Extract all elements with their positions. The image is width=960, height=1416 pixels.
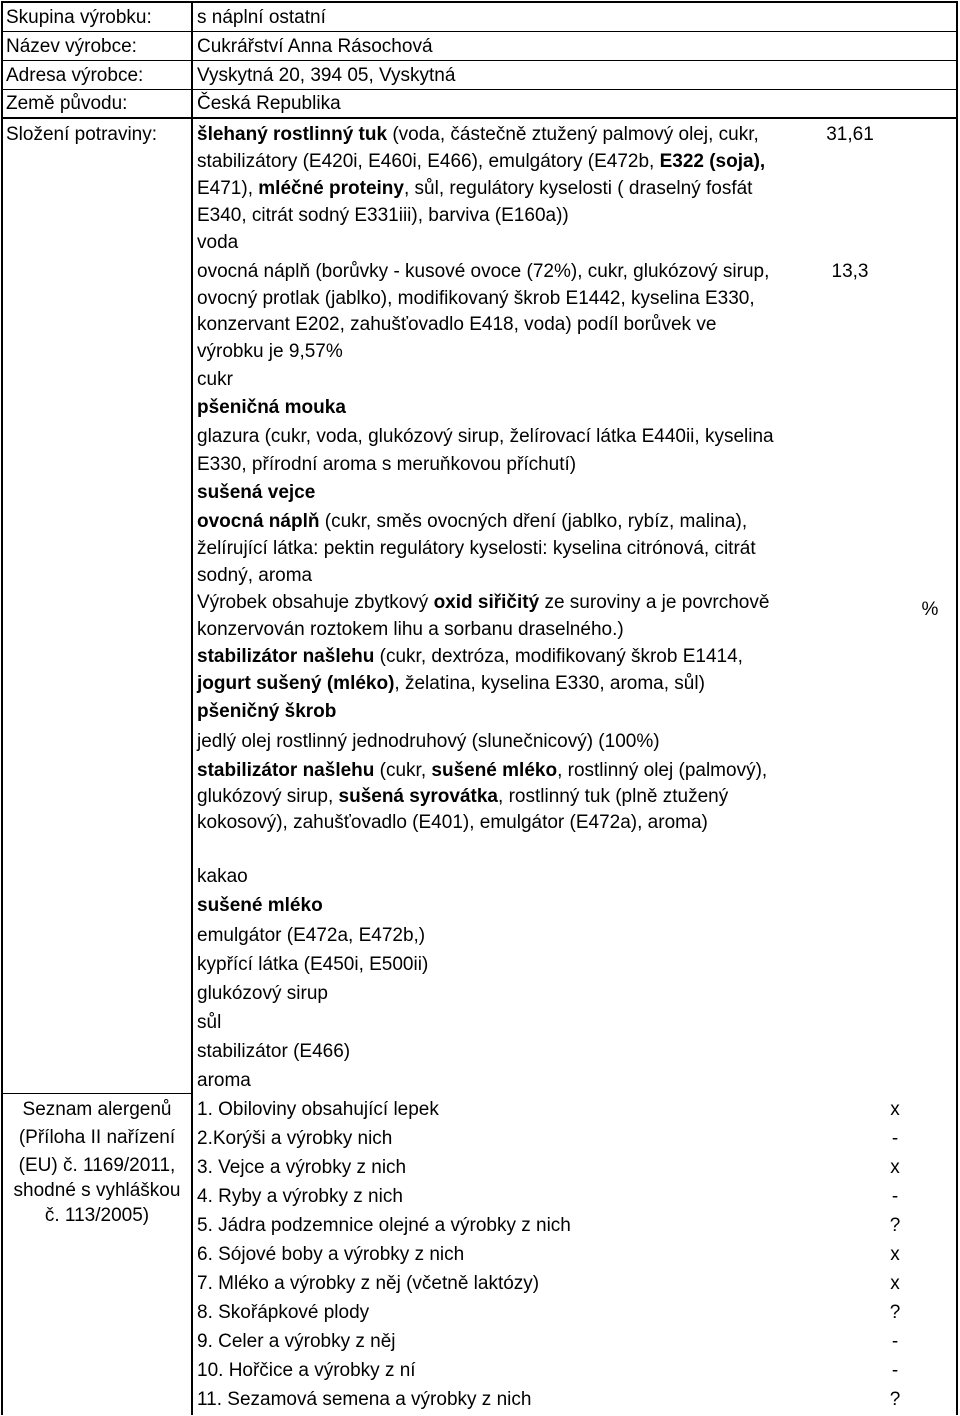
manufacturer-address-value: Vyskytná 20, 394 05, Vyskytná	[197, 65, 456, 86]
ingredient-text: glukózový sirup,	[197, 786, 339, 807]
ingredient-text: , sůl, regulátory kyselosti ( draselný fosfát	[403, 178, 753, 199]
ingredient-text: (cukr, dextróza, modifikovaný škrob E1414,	[374, 646, 743, 667]
allergen-mark: x	[890, 1273, 900, 1294]
ingredient-bold: jogurt sušený (mléko)	[197, 673, 395, 694]
ingredient-text: (cukr,	[374, 760, 432, 781]
ingredient-line	[197, 782, 728, 811]
ingredient-bold: sušené mléko	[431, 760, 558, 781]
row-divider	[1, 60, 958, 61]
ingredient-line: konzervován roztokem lihu a sorbanu draselného.)	[197, 619, 624, 640]
ingredient-line: glazura (cukr, voda, glukózový sirup, želírovací látka E440ii, kyselina	[197, 426, 774, 447]
ingredient-line	[197, 147, 765, 176]
ingredient-text: ze suroviny a je povrchově	[539, 592, 770, 613]
ingredient-line: E330, přírodní aroma s meruňkovou příchutí)	[197, 454, 577, 475]
ingredient-line: sušená vejce	[197, 482, 316, 503]
ingredient-line	[197, 507, 747, 536]
allergen-mark: x	[890, 1244, 900, 1265]
ingredient-bold: ovocná náplň	[197, 511, 320, 532]
country-of-origin-value: Česká Republika	[197, 93, 341, 114]
allergens-label: č. 113/2005)	[44, 1205, 150, 1226]
ingredient-line	[197, 756, 767, 785]
manufacturer-address-label: Adresa výrobce:	[6, 65, 144, 86]
row-divider	[1, 117, 958, 119]
percent-unit: %	[921, 599, 939, 620]
ingredient-line: kokosový), zahušťovadlo (E401), emulgátor (E472a), aroma)	[197, 812, 708, 833]
ingredient-line: kakao	[197, 866, 248, 887]
allergens-label: Seznam alergenů	[22, 1099, 172, 1120]
manufacturer-name-value: Cukrářství Anna Rásochová	[197, 36, 433, 57]
ingredient-text: (cukr, směs ovocných dření (jablko, rybíz, malina),	[319, 511, 748, 532]
ingredient-line: E340, citrát sodný E331iii), barviva (E160a))	[197, 205, 569, 226]
allergens-label: (EU) č. 1169/2011,	[18, 1155, 176, 1176]
allergens-label: shodné s vyhláškou	[13, 1180, 181, 1201]
ingredient-line	[197, 588, 769, 617]
composition-label: Složení potraviny:	[6, 124, 158, 145]
country-of-origin-label: Země původu:	[6, 93, 128, 114]
allergen-name: 10. Hořčice a výrobky z ní	[197, 1360, 416, 1381]
allergen-mark: x	[890, 1099, 900, 1120]
ingredient-text: stabilizátory (E420i, E460i, E466), emulgátory (E472b,	[197, 151, 660, 172]
ingredient-line	[197, 174, 752, 203]
ingredient-line: pšeničná mouka	[197, 397, 346, 418]
allergen-mark: -	[891, 1331, 899, 1352]
ingredient-line: emulgátor (E472a, E472b,)	[197, 925, 426, 946]
allergen-mark: ?	[889, 1302, 901, 1323]
ingredient-text: (voda, částečně ztužený palmový olej, cukr,	[387, 124, 759, 145]
ingredient-line	[197, 120, 759, 149]
ingredient-line: sodný, aroma	[197, 565, 313, 586]
ingredient-line: aroma	[197, 1070, 251, 1091]
row-divider	[1, 89, 958, 90]
ingredient-bold: mléčné proteiny	[258, 178, 404, 199]
ingredient-line: stabilizátor (E466)	[197, 1041, 351, 1062]
ingredient-line: sušené mléko	[197, 895, 323, 916]
ingredient-line: sůl	[197, 1012, 222, 1033]
product-group-value: s náplní ostatní	[197, 7, 326, 28]
ingredient-text: Výrobek obsahuje zbytkový	[197, 592, 434, 613]
allergen-name: 6. Sójové boby a výrobky z nich	[197, 1244, 465, 1265]
allergens-label: (Příloha II nařízení	[18, 1127, 176, 1148]
ingredient-line: ovocný protlak (jablko), modifikovaný škrob E1442, kyselina E330,	[197, 288, 755, 309]
product-group-label: Skupina výrobku:	[6, 7, 152, 28]
ingredient-line: želírující látka: pektin regulátory kyselosti: kyselina citrónová, citrát	[197, 538, 756, 559]
allergen-name: 8. Skořápkové plody	[197, 1302, 370, 1323]
ingredient-line: pšeničný škrob	[197, 701, 337, 722]
ingredient-bold: oxid siřičitý	[433, 592, 540, 613]
ingredient-text: , rostlinný tuk (plně ztužený	[498, 786, 729, 807]
allergen-mark: x	[890, 1157, 900, 1178]
manufacturer-name-label: Název výrobce:	[6, 36, 137, 57]
ingredient-line	[197, 669, 705, 698]
ingredient-line: jedlý olej rostlinný jednodruhový (slunečnicový) (100%)	[197, 731, 660, 752]
ingredient-bold: E322 (soja),	[659, 151, 766, 172]
border-right	[956, 1, 958, 1415]
ingredient-text: , rostlinný olej (palmový),	[557, 760, 768, 781]
allergen-mark: ?	[889, 1215, 901, 1236]
ingredient-line: glukózový sirup	[197, 983, 328, 1004]
allergen-mark: -	[891, 1360, 899, 1381]
ingredient-line: výrobku je 9,57%	[197, 341, 343, 362]
ingredient-line	[197, 642, 743, 671]
allergen-name: 1. Obiloviny obsahující lepek	[197, 1099, 439, 1120]
allergen-name: 4. Ryby a výrobky z nich	[197, 1186, 403, 1207]
percent-value-2: 13,3	[831, 261, 869, 282]
border-left	[1, 1, 3, 1415]
ingredient-text: , želatina, kyselina E330, aroma, sůl)	[394, 673, 705, 694]
ingredient-line: ovocná náplň (borůvky - kusové ovoce (72%), cukr, glukózový sirup,	[197, 261, 770, 282]
allergen-name: 2.Korýši a výrobky nich	[197, 1128, 393, 1149]
ingredient-bold: sušená syrovátka	[338, 786, 499, 807]
allergen-name: 9. Celer a výrobky z něj	[197, 1331, 396, 1352]
percent-value-1: 31,61	[826, 124, 874, 145]
allergen-mark: -	[891, 1186, 899, 1207]
column-divider	[191, 1, 193, 1415]
allergen-name: 3. Vejce a výrobky z nich	[197, 1157, 407, 1178]
allergen-mark: ?	[889, 1389, 901, 1410]
allergen-name: 7. Mléko a výrobky z něj (včetně laktózy)	[197, 1273, 540, 1294]
ingredient-bold: stabilizátor našlehu	[197, 646, 375, 667]
row-divider	[1, 1093, 192, 1094]
ingredient-line: kypřící látka (E450i, E500ii)	[197, 954, 429, 975]
allergen-name: 11. Sezamová semena a výrobky z nich	[197, 1389, 532, 1410]
allergen-mark: -	[891, 1128, 899, 1149]
ingredient-text: E471),	[197, 178, 259, 199]
ingredient-line: cukr	[197, 369, 233, 390]
ingredient-bold: stabilizátor našlehu	[197, 760, 375, 781]
ingredient-bold: šlehaný rostlinný tuk	[197, 124, 388, 145]
ingredient-line: konzervant E202, zahušťovadlo E418, voda) podíl borůvek ve	[197, 314, 717, 335]
allergen-name: 5. Jádra podzemnice olejné a výrobky z nich	[197, 1215, 571, 1236]
ingredient-line: voda	[197, 232, 239, 253]
